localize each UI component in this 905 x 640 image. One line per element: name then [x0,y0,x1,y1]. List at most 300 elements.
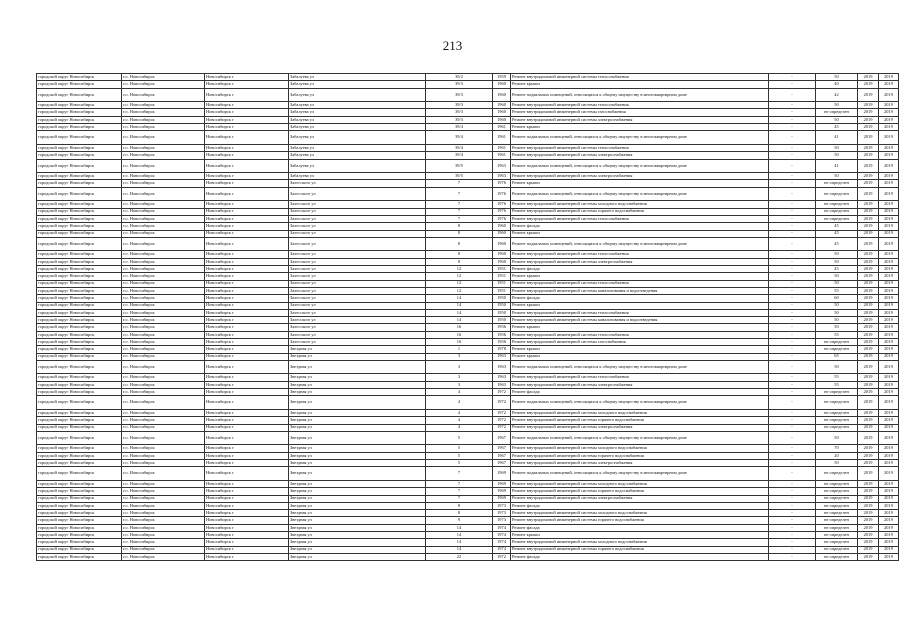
cost-cell: - [769,546,816,553]
build-year-cell: 1960 [493,258,511,265]
settlement-cell: г.о. Новосибирск [122,546,205,553]
work-type-cell: Ремонт внутридомовой инженерной системы электроснабжения [511,381,769,388]
district-cell: городской округ Новосибирск [37,517,122,524]
house-number-cell: 5 [426,431,493,445]
settlement-cell: г.о. Новосибирск [122,309,205,316]
volume-cell: 50 [816,74,858,81]
work-type-cell: Ремонт крыши [511,230,769,237]
cost-cell: - [769,223,816,230]
end-year-cell: 2019 [879,417,899,424]
city-cell: Новосибирск г [205,258,289,265]
volume-cell: не определен [816,480,858,487]
start-year-cell: 2019 [858,338,879,345]
start-year-cell: 2019 [858,539,879,546]
cost-cell: - [769,173,816,180]
build-year-cell: 1963 [493,360,511,374]
cost-cell: - [769,467,816,481]
street-cell: Залесского ул [289,338,426,345]
house-number-cell: 14 [426,295,493,302]
table-row [37,287,899,294]
city-cell: Новосибирск г [205,317,289,324]
end-year-cell: 2019 [879,460,899,467]
start-year-cell: 2019 [858,460,879,467]
city-cell: Новосибирск г [205,346,289,353]
end-year-cell: 2019 [879,131,899,145]
district-cell: городской округ Новосибирск [37,74,122,81]
city-cell: Новосибирск г [205,353,289,360]
street-cell: Забалуева ул [289,116,426,123]
city-cell: Новосибирск г [205,309,289,316]
city-cell: Новосибирск г [205,102,289,109]
house-number-cell: 5 [426,460,493,467]
settlement-cell: г.о. Новосибирск [122,324,205,331]
start-year-cell: 2019 [858,452,879,459]
start-year-cell: 2019 [858,353,879,360]
settlement-cell: г.о. Новосибирск [122,173,205,180]
volume-cell: не определен [816,389,858,396]
table-row [37,417,899,424]
street-cell: Звездная ул [289,452,426,459]
build-year-cell: 1967 [493,452,511,459]
house-number-cell: 12 [426,287,493,294]
table-row [37,324,899,331]
settlement-cell: г.о. Новосибирск [122,495,205,502]
settlement-cell: г.о. Новосибирск [122,424,205,431]
start-year-cell: 2019 [858,131,879,145]
volume-cell: не определен [816,409,858,416]
settlement-cell: г.о. Новосибирск [122,452,205,459]
start-year-cell: 2019 [858,223,879,230]
cost-cell: - [769,338,816,345]
start-year-cell: 2019 [858,109,879,116]
build-year-cell: 1974 [493,524,511,531]
house-number-cell: 12 [426,273,493,280]
end-year-cell: 2019 [879,109,899,116]
work-type-cell: Ремонт внутридомовой инженерной системы теплоснабжения [511,215,769,222]
volume-cell: не определен [816,215,858,222]
end-year-cell: 2019 [879,159,899,173]
city-cell: Новосибирск г [205,495,289,502]
district-cell: городской округ Новосибирск [37,309,122,316]
end-year-cell: 2019 [879,215,899,222]
cost-cell: - [769,131,816,145]
street-cell: Звездная ул [289,445,426,452]
city-cell: Новосибирск г [205,389,289,396]
house-number-cell: 3 [426,353,493,360]
table-row [37,381,899,388]
build-year-cell: 1960 [493,109,511,116]
repair-schedule-table [36,73,899,561]
cost-cell: - [769,502,816,509]
street-cell: Звездная ул [289,460,426,467]
street-cell: Звездная ул [289,532,426,539]
volume-cell: 45 [816,124,858,131]
street-cell: Залесского ул [289,273,426,280]
settlement-cell: г.о. Новосибирск [122,88,205,102]
district-cell: городской округ Новосибирск [37,159,122,173]
volume-cell: не определен [816,502,858,509]
start-year-cell: 2019 [858,81,879,88]
volume-cell: не определен [816,546,858,553]
volume-cell: 50 [816,251,858,258]
work-type-cell: Ремонт крыши [511,532,769,539]
end-year-cell: 2019 [879,74,899,81]
volume-cell: не определен [816,338,858,345]
table-row [37,81,899,88]
end-year-cell: 2019 [879,124,899,131]
settlement-cell: г.о. Новосибирск [122,517,205,524]
city-cell: Новосибирск г [205,116,289,123]
district-cell: городской округ Новосибирск [37,317,122,324]
start-year-cell: 2019 [858,116,879,123]
end-year-cell: 2019 [879,381,899,388]
table-row [37,346,899,353]
district-cell: городской округ Новосибирск [37,546,122,553]
build-year-cell: 1976 [493,215,511,222]
end-year-cell: 2019 [879,539,899,546]
city-cell: Новосибирск г [205,109,289,116]
street-cell: Звездная ул [289,480,426,487]
house-number-cell: 4 [426,424,493,431]
street-cell: Залесского ул [289,180,426,187]
house-number-cell: 1 [426,346,493,353]
settlement-cell: г.о. Новосибирск [122,532,205,539]
end-year-cell: 2019 [879,495,899,502]
district-cell: городской округ Новосибирск [37,510,122,517]
street-cell: Залесского ул [289,187,426,201]
volume-cell: 55 [816,381,858,388]
house-number-cell: 5 [426,445,493,452]
settlement-cell: г.о. Новосибирск [122,251,205,258]
settlement-cell: г.о. Новосибирск [122,374,205,381]
start-year-cell: 2019 [858,417,879,424]
district-cell: городской округ Новосибирск [37,201,122,208]
cost-cell: - [769,295,816,302]
district-cell: городской округ Новосибирск [37,273,122,280]
table-row [37,488,899,495]
cost-cell: - [769,396,816,410]
district-cell: городской округ Новосибирск [37,102,122,109]
house-number-cell: 39/3 [426,102,493,109]
table-row [37,424,899,431]
street-cell: Залесского ул [289,302,426,309]
table-row [37,230,899,237]
city-cell: Новосибирск г [205,396,289,410]
street-cell: Залесского ул [289,317,426,324]
start-year-cell: 2019 [858,295,879,302]
start-year-cell: 2019 [858,495,879,502]
district-cell: городской округ Новосибирск [37,223,122,230]
street-cell: Залесского ул [289,208,426,215]
house-number-cell: 3 [426,381,493,388]
street-cell: Звездная ул [289,396,426,410]
settlement-cell: г.о. Новосибирск [122,353,205,360]
volume-cell: 55 [816,374,858,381]
build-year-cell: 1963 [493,353,511,360]
volume-cell: не определен [816,201,858,208]
house-number-cell: 8 [426,230,493,237]
street-cell: Залесского ул [289,266,426,273]
build-year-cell: 1969 [493,480,511,487]
settlement-cell: г.о. Новосибирск [122,317,205,324]
table-row [37,109,899,116]
house-number-cell: 8 [426,502,493,509]
work-type-cell: Ремонт подвальных помещений, относящихся к общему имуществу в многоквартирном доме [511,467,769,481]
house-number-cell: 39/5 [426,159,493,173]
district-cell: городской округ Новосибирск [37,502,122,509]
start-year-cell: 2019 [858,102,879,109]
table-row [37,131,899,145]
street-cell: Звездная ул [289,539,426,546]
work-type-cell: Ремонт внутридомовой инженерной системы горячего водоснабжения [511,488,769,495]
end-year-cell: 2019 [879,295,899,302]
table-row [37,74,899,81]
work-type-cell: Ремонт фасада [511,502,769,509]
work-type-cell: Ремонт внутридомовой инженерной системы холодного водоснабжения [511,445,769,452]
cost-cell: - [769,346,816,353]
cost-cell: - [769,331,816,338]
cost-cell: - [769,324,816,331]
end-year-cell: 2019 [879,273,899,280]
district-cell: городской округ Новосибирск [37,353,122,360]
table-row [37,180,899,187]
volume-cell: 20 [816,452,858,459]
work-type-cell: Ремонт внутридомовой инженерной системы теплоснабжения [511,280,769,287]
table-row [37,266,899,273]
build-year-cell: 1963 [493,159,511,173]
build-year-cell: 1960 [493,237,511,251]
work-type-cell: Ремонт внутридомовой инженерной системы теплоснабжения [511,144,769,151]
volume-cell: 45 [816,237,858,251]
district-cell: городской округ Новосибирск [37,495,122,502]
volume-cell: 50 [816,173,858,180]
district-cell: городской округ Новосибирск [37,187,122,201]
settlement-cell: г.о. Новосибирск [122,180,205,187]
house-number-cell: 39/3 [426,88,493,102]
cost-cell: - [769,353,816,360]
city-cell: Новосибирск г [205,266,289,273]
start-year-cell: 2019 [858,445,879,452]
end-year-cell: 2019 [879,144,899,151]
district-cell: городской округ Новосибирск [37,360,122,374]
table-row [37,88,899,102]
settlement-cell: г.о. Новосибирск [122,409,205,416]
end-year-cell: 2019 [879,452,899,459]
start-year-cell: 2019 [858,346,879,353]
work-type-cell: Ремонт фасада [511,295,769,302]
work-type-cell: Ремонт внутридомовой инженерной системы теплоснабжения [511,102,769,109]
house-number-cell: 8 [426,251,493,258]
city-cell: Новосибирск г [205,374,289,381]
street-cell: Звездная ул [289,524,426,531]
work-type-cell: Ремонт крыши [511,81,769,88]
start-year-cell: 2019 [858,280,879,287]
house-number-cell: 16 [426,331,493,338]
district-cell: городской округ Новосибирск [37,467,122,481]
city-cell: Новосибирск г [205,502,289,509]
volume-cell: не определен [816,417,858,424]
city-cell: Новосибирск г [205,124,289,131]
work-type-cell: Ремонт внутридомовой инженерной системы электроснабжения [511,258,769,265]
settlement-cell: г.о. Новосибирск [122,116,205,123]
street-cell: Залесского ул [289,280,426,287]
end-year-cell: 2019 [879,360,899,374]
street-cell: Звездная ул [289,381,426,388]
city-cell: Новосибирск г [205,431,289,445]
city-cell: Новосибирск г [205,173,289,180]
street-cell: Звездная ул [289,510,426,517]
district-cell: городской округ Новосибирск [37,180,122,187]
volume-cell: 50 [816,324,858,331]
start-year-cell: 2019 [858,237,879,251]
build-year-cell: 1960 [493,230,511,237]
house-number-cell: 7 [426,488,493,495]
cost-cell: - [769,452,816,459]
table-row [37,431,899,445]
start-year-cell: 2019 [858,273,879,280]
city-cell: Новосибирск г [205,302,289,309]
settlement-cell: г.о. Новосибирск [122,215,205,222]
work-type-cell: Ремонт подвальных помещений, относящихся к общему имуществу в многоквартирном доме [511,360,769,374]
district-cell: городской округ Новосибирск [37,109,122,116]
cost-cell: - [769,180,816,187]
street-cell: Залесского ул [289,287,426,294]
street-cell: Звездная ул [289,346,426,353]
table-row [37,251,899,258]
settlement-cell: г.о. Новосибирск [122,360,205,374]
table-row [37,258,899,265]
build-year-cell: 1960 [493,102,511,109]
volume-cell: не определен [816,488,858,495]
build-year-cell: 1959 [493,74,511,81]
settlement-cell: г.о. Новосибирск [122,460,205,467]
volume-cell: не определен [816,187,858,201]
build-year-cell: 1972 [493,417,511,424]
build-year-cell: 1960 [493,223,511,230]
street-cell: Забалуева ул [289,131,426,145]
cost-cell: - [769,517,816,524]
settlement-cell: г.о. Новосибирск [122,553,205,560]
settlement-cell: г.о. Новосибирск [122,280,205,287]
build-year-cell: 1951 [493,287,511,294]
city-cell: Новосибирск г [205,180,289,187]
volume-cell: не определен [816,346,858,353]
volume-cell: 50 [816,258,858,265]
work-type-cell: Ремонт внутридомовой инженерной системы горячего водоснабжения [511,452,769,459]
volume-cell: не определен [816,180,858,187]
table-row [37,273,899,280]
build-year-cell: 1950 [493,317,511,324]
work-type-cell: Ремонт внутридомовой инженерной системы теплоснабжения [511,74,769,81]
table-row [37,480,899,487]
volume-cell: 50 [816,116,858,123]
work-type-cell: Ремонт фасада [511,266,769,273]
start-year-cell: 2019 [858,124,879,131]
end-year-cell: 2019 [879,187,899,201]
end-year-cell: 2019 [879,223,899,230]
start-year-cell: 2019 [858,266,879,273]
table-row [37,223,899,230]
district-cell: городской округ Новосибирск [37,88,122,102]
build-year-cell: 1960 [493,251,511,258]
house-number-cell: 7 [426,180,493,187]
table-row [37,144,899,151]
house-number-cell: 8 [426,258,493,265]
settlement-cell: г.о. Новосибирск [122,258,205,265]
district-cell: городской округ Новосибирск [37,374,122,381]
settlement-cell: г.о. Новосибирск [122,74,205,81]
end-year-cell: 2019 [879,524,899,531]
city-cell: Новосибирск г [205,424,289,431]
district-cell: городской округ Новосибирск [37,480,122,487]
start-year-cell: 2019 [858,230,879,237]
work-type-cell: Ремонт внутридомовой инженерной системы теплоснабжения [511,331,769,338]
table-row [37,409,899,416]
district-cell: городской округ Новосибирск [37,346,122,353]
cost-cell: - [769,488,816,495]
house-number-cell: 9 [426,517,493,524]
cost-cell: - [769,258,816,265]
volume-cell: 60 [816,295,858,302]
build-year-cell: 1956 [493,338,511,345]
street-cell: Забалуева ул [289,152,426,159]
city-cell: Новосибирск г [205,324,289,331]
work-type-cell: Ремонт внутридомовой инженерной системы холодного водоснабжения [511,409,769,416]
volume-cell: 55 [816,331,858,338]
city-cell: Новосибирск г [205,417,289,424]
work-type-cell: Ремонт крыши [511,180,769,187]
house-number-cell: 4 [426,417,493,424]
district-cell: городской округ Новосибирск [37,553,122,560]
table-row [37,295,899,302]
cost-cell: - [769,460,816,467]
work-type-cell: Ремонт внутридомовой инженерной системы электроснабжения [511,495,769,502]
build-year-cell: 1976 [493,180,511,187]
cost-cell: - [769,409,816,416]
build-year-cell: 1956 [493,331,511,338]
city-cell: Новосибирск г [205,208,289,215]
end-year-cell: 2019 [879,409,899,416]
start-year-cell: 2019 [858,389,879,396]
cost-cell: - [769,74,816,81]
end-year-cell: 2019 [879,116,899,123]
district-cell: городской округ Новосибирск [37,251,122,258]
district-cell: городской округ Новосибирск [37,532,122,539]
cost-cell: - [769,280,816,287]
city-cell: Новосибирск г [205,81,289,88]
settlement-cell: г.о. Новосибирск [122,510,205,517]
volume-cell: 40 [816,81,858,88]
build-year-cell: 1969 [493,488,511,495]
cost-cell: - [769,116,816,123]
build-year-cell: 1976 [493,187,511,201]
house-number-cell: 16 [426,338,493,345]
volume-cell: 45 [816,266,858,273]
table-row [37,546,899,553]
house-number-cell: 7 [426,467,493,481]
work-type-cell: Ремонт крыши [511,273,769,280]
table-row [37,159,899,173]
start-year-cell: 2019 [858,374,879,381]
settlement-cell: г.о. Новосибирск [122,302,205,309]
volume-cell: 45 [816,230,858,237]
build-year-cell: 1950 [493,309,511,316]
build-year-cell: 1978 [493,346,511,353]
work-type-cell: Ремонт крыши [511,353,769,360]
start-year-cell: 2019 [858,467,879,481]
city-cell: Новосибирск г [205,280,289,287]
district-cell: городской округ Новосибирск [37,409,122,416]
